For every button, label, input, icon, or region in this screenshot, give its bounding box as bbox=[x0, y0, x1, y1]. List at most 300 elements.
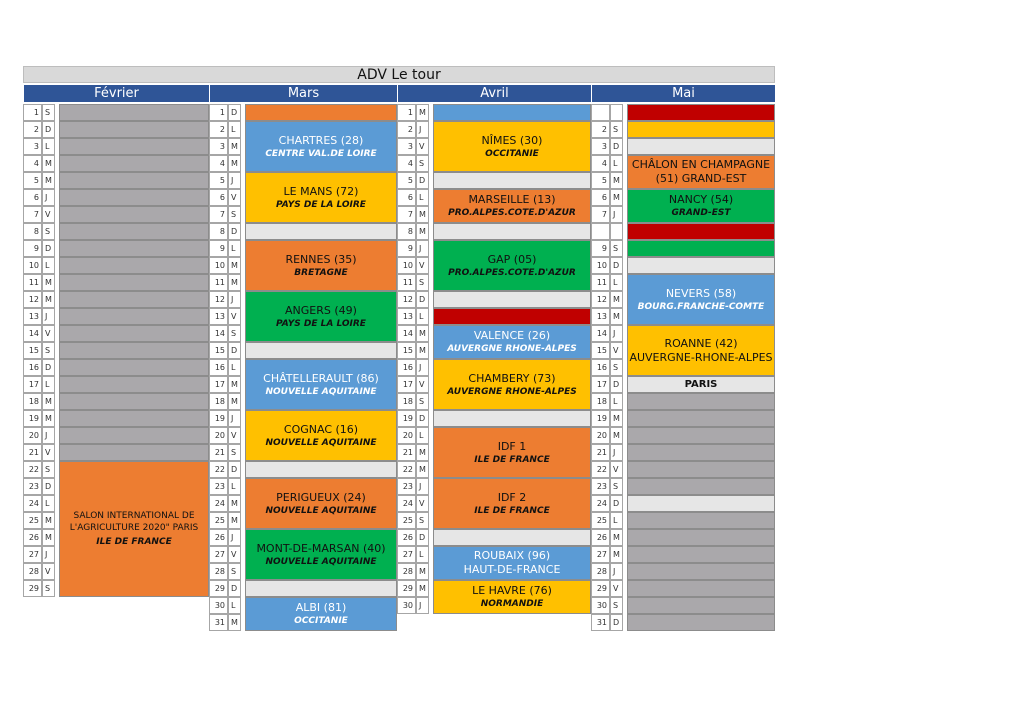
day-fill bbox=[627, 138, 775, 155]
day-number: 4 bbox=[397, 155, 416, 172]
month-header-3: Mai bbox=[591, 85, 775, 102]
day-letter: M bbox=[610, 410, 623, 427]
event-block[interactable] bbox=[627, 155, 775, 189]
day-number: 26 bbox=[591, 529, 610, 546]
event-city: GAP (05) bbox=[487, 252, 537, 266]
day-letter: D bbox=[228, 104, 241, 121]
event-city: MARSEILLE (13) bbox=[468, 193, 556, 206]
day-number: 27 bbox=[591, 546, 610, 563]
day-letter: S bbox=[42, 104, 55, 121]
day-number: 26 bbox=[23, 529, 42, 546]
day-letter: M bbox=[610, 189, 623, 206]
day-number: 17 bbox=[397, 376, 416, 393]
day-number: 25 bbox=[591, 512, 610, 529]
day-fill bbox=[245, 461, 397, 478]
month-header-0: Février bbox=[23, 85, 209, 102]
day-number: 19 bbox=[397, 410, 416, 427]
day-letter: S bbox=[416, 512, 429, 529]
event-region: ILE DE FRANCE bbox=[96, 537, 172, 547]
day-fill bbox=[59, 223, 209, 240]
day-number: 30 bbox=[397, 597, 416, 614]
day-number: 12 bbox=[397, 291, 416, 308]
day-number: 29 bbox=[397, 580, 416, 597]
day-letter: V bbox=[610, 461, 623, 478]
day-letter: S bbox=[416, 155, 429, 172]
day-letter: V bbox=[42, 444, 55, 461]
day-number: 23 bbox=[397, 478, 416, 495]
day-letter: J bbox=[610, 563, 623, 580]
day-fill bbox=[627, 257, 775, 274]
day-number: 2 bbox=[397, 121, 416, 138]
day-number: 27 bbox=[209, 546, 228, 563]
day-letter: D bbox=[42, 121, 55, 138]
event-region: (51) GRAND-EST bbox=[655, 172, 747, 185]
day-number: 31 bbox=[591, 614, 610, 631]
day-number: 2 bbox=[591, 121, 610, 138]
event-block[interactable] bbox=[245, 240, 397, 291]
event-block[interactable] bbox=[245, 172, 397, 223]
day-number: 19 bbox=[209, 410, 228, 427]
event-block[interactable] bbox=[245, 410, 397, 461]
day-letter: J bbox=[42, 308, 55, 325]
day-number: 21 bbox=[397, 444, 416, 461]
event-city: PERIGUEUX (24) bbox=[276, 490, 366, 504]
day-fill bbox=[433, 104, 591, 121]
event-city: NÎMES (30) bbox=[481, 133, 543, 147]
day-letter: M bbox=[416, 206, 429, 223]
day-fill bbox=[245, 580, 397, 597]
event-block[interactable] bbox=[627, 274, 775, 325]
day-number: 3 bbox=[23, 138, 42, 155]
day-letter: J bbox=[228, 529, 241, 546]
day-letter: J bbox=[42, 546, 55, 563]
event-region: ILE DE FRANCE bbox=[474, 454, 550, 465]
day-number: 13 bbox=[209, 308, 228, 325]
day-letter: V bbox=[416, 376, 429, 393]
day-number: 4 bbox=[591, 155, 610, 172]
day-number: 24 bbox=[23, 495, 42, 512]
event-block[interactable] bbox=[245, 359, 397, 410]
day-letter: M bbox=[42, 274, 55, 291]
day-number: 3 bbox=[397, 138, 416, 155]
day-number: 13 bbox=[397, 308, 416, 325]
event-city: IDF 1 bbox=[497, 439, 527, 453]
event-region: NOUVELLE AQUITAINE bbox=[265, 505, 377, 516]
day-fill bbox=[433, 529, 591, 546]
day-number bbox=[591, 223, 610, 240]
day-fill bbox=[627, 580, 775, 597]
event-block[interactable] bbox=[627, 325, 775, 376]
day-number: 22 bbox=[23, 461, 42, 478]
event-block[interactable] bbox=[433, 240, 591, 291]
day-number: 23 bbox=[23, 478, 42, 495]
event-city: SALON INTERNATIONAL DE L'AGRICULTURE 2020" PARIS bbox=[69, 511, 199, 533]
day-number: 10 bbox=[23, 257, 42, 274]
day-letter: J bbox=[228, 172, 241, 189]
day-letter: D bbox=[610, 138, 623, 155]
day-number: 25 bbox=[23, 512, 42, 529]
event-block[interactable] bbox=[433, 427, 591, 478]
day-number: 2 bbox=[209, 121, 228, 138]
day-number: 9 bbox=[209, 240, 228, 257]
day-letter: J bbox=[416, 359, 429, 376]
day-letter: V bbox=[610, 342, 623, 359]
day-letter: V bbox=[610, 580, 623, 597]
day-fill bbox=[59, 393, 209, 410]
day-fill bbox=[627, 240, 775, 257]
day-number: 14 bbox=[397, 325, 416, 342]
day-fill bbox=[433, 410, 591, 427]
event-region: AUVERGNE RHONE-ALPES bbox=[447, 344, 577, 354]
event-region: AUVERGNE-RHONE-ALPES bbox=[629, 350, 773, 364]
day-number: 11 bbox=[397, 274, 416, 291]
event-city: MONT-DE-MARSAN (40) bbox=[256, 541, 386, 555]
day-letter: D bbox=[416, 172, 429, 189]
day-letter: M bbox=[42, 172, 55, 189]
day-number: 8 bbox=[209, 223, 228, 240]
day-number: 21 bbox=[23, 444, 42, 461]
day-letter: S bbox=[228, 325, 241, 342]
event-region: OCCITANIE bbox=[294, 616, 348, 626]
day-letter: V bbox=[228, 546, 241, 563]
day-letter: S bbox=[228, 444, 241, 461]
day-number: 14 bbox=[23, 325, 42, 342]
day-number: 16 bbox=[23, 359, 42, 376]
event-block[interactable] bbox=[245, 597, 397, 631]
day-fill bbox=[59, 155, 209, 172]
day-number: 7 bbox=[591, 206, 610, 223]
day-number: 7 bbox=[23, 206, 42, 223]
day-letter: L bbox=[416, 308, 429, 325]
day-number: 26 bbox=[397, 529, 416, 546]
day-number: 14 bbox=[209, 325, 228, 342]
event-region: NOUVELLE AQUITAINE bbox=[265, 556, 377, 567]
event-region: PAYS DE LA LOIRE bbox=[276, 318, 366, 329]
day-letter: M bbox=[42, 291, 55, 308]
event-region: OCCITANIE bbox=[485, 148, 539, 159]
day-number: 21 bbox=[591, 444, 610, 461]
day-number: 2 bbox=[23, 121, 42, 138]
day-letter: D bbox=[416, 529, 429, 546]
day-number: 14 bbox=[591, 325, 610, 342]
day-number: 29 bbox=[23, 580, 42, 597]
day-letter: M bbox=[610, 529, 623, 546]
day-number: 30 bbox=[591, 597, 610, 614]
day-number: 11 bbox=[23, 274, 42, 291]
day-number: 5 bbox=[23, 172, 42, 189]
event-region: GRAND-EST bbox=[671, 208, 731, 218]
day-fill bbox=[433, 172, 591, 189]
day-letter: L bbox=[42, 376, 55, 393]
day-letter: L bbox=[42, 495, 55, 512]
day-number: 11 bbox=[209, 274, 228, 291]
day-number: 22 bbox=[397, 461, 416, 478]
day-number: 17 bbox=[23, 376, 42, 393]
day-letter: M bbox=[416, 325, 429, 342]
day-number: 22 bbox=[591, 461, 610, 478]
day-letter: M bbox=[228, 257, 241, 274]
day-letter: M bbox=[228, 393, 241, 410]
day-letter: M bbox=[610, 308, 623, 325]
event-block[interactable] bbox=[433, 478, 591, 529]
day-number: 7 bbox=[209, 206, 228, 223]
day-letter: M bbox=[416, 580, 429, 597]
day-letter: D bbox=[228, 461, 241, 478]
day-letter: M bbox=[228, 495, 241, 512]
day-number: 16 bbox=[209, 359, 228, 376]
event-block[interactable] bbox=[433, 121, 591, 172]
day-letter: S bbox=[416, 274, 429, 291]
day-letter: J bbox=[42, 427, 55, 444]
day-number: 26 bbox=[209, 529, 228, 546]
day-letter: L bbox=[228, 240, 241, 257]
day-number: 16 bbox=[397, 359, 416, 376]
day-fill bbox=[59, 359, 209, 376]
day-letter: S bbox=[42, 580, 55, 597]
event-block[interactable] bbox=[433, 189, 591, 223]
day-number: 19 bbox=[23, 410, 42, 427]
day-letter: M bbox=[42, 393, 55, 410]
day-letter: J bbox=[610, 206, 623, 223]
day-number: 27 bbox=[397, 546, 416, 563]
event-block[interactable] bbox=[245, 121, 397, 172]
day-letter: J bbox=[416, 597, 429, 614]
day-number: 10 bbox=[591, 257, 610, 274]
day-letter: L bbox=[416, 427, 429, 444]
event-region: NOUVELLE AQUITAINE bbox=[265, 437, 377, 448]
day-number: 17 bbox=[209, 376, 228, 393]
day-letter: M bbox=[228, 274, 241, 291]
month-header-1: Mars bbox=[209, 85, 397, 102]
event-city: CHÂLON EN CHAMPAGNE bbox=[631, 158, 771, 171]
day-letter: M bbox=[228, 138, 241, 155]
event-region: NORMANDIE bbox=[480, 599, 544, 609]
day-fill bbox=[59, 257, 209, 274]
day-number: 21 bbox=[209, 444, 228, 461]
day-number: 29 bbox=[591, 580, 610, 597]
event-block[interactable] bbox=[433, 325, 591, 359]
day-number: 6 bbox=[23, 189, 42, 206]
day-number: 25 bbox=[209, 512, 228, 529]
day-letter: L bbox=[228, 478, 241, 495]
day-letter: D bbox=[610, 495, 623, 512]
event-city: IDF 2 bbox=[497, 490, 527, 504]
day-fill bbox=[59, 138, 209, 155]
day-letter: D bbox=[228, 223, 241, 240]
day-fill bbox=[627, 393, 775, 410]
day-number: 10 bbox=[397, 257, 416, 274]
day-fill bbox=[59, 291, 209, 308]
day-number: 11 bbox=[591, 274, 610, 291]
day-letter: V bbox=[42, 325, 55, 342]
event-city: ANGERS (49) bbox=[285, 303, 357, 317]
day-letter: M bbox=[416, 223, 429, 240]
day-fill bbox=[59, 104, 209, 121]
day-letter: V bbox=[228, 427, 241, 444]
day-number: 15 bbox=[591, 342, 610, 359]
event-region: PRO.ALPES.COTE.D'AZUR bbox=[448, 267, 576, 278]
day-number: 15 bbox=[209, 342, 228, 359]
day-letter: L bbox=[228, 597, 241, 614]
day-number: 5 bbox=[209, 172, 228, 189]
event-block[interactable] bbox=[245, 529, 397, 580]
day-number: 1 bbox=[209, 104, 228, 121]
day-number: 17 bbox=[591, 376, 610, 393]
day-number: 28 bbox=[23, 563, 42, 580]
day-letter: J bbox=[416, 478, 429, 495]
day-fill bbox=[59, 444, 209, 461]
day-letter: L bbox=[228, 121, 241, 138]
event-block[interactable] bbox=[245, 291, 397, 342]
day-number: 7 bbox=[397, 206, 416, 223]
day-letter: M bbox=[416, 444, 429, 461]
event-block[interactable] bbox=[433, 580, 591, 614]
event-block[interactable] bbox=[433, 359, 591, 410]
day-fill bbox=[59, 172, 209, 189]
day-number: 20 bbox=[23, 427, 42, 444]
day-number: 3 bbox=[209, 138, 228, 155]
event-city: PARIS bbox=[684, 378, 718, 390]
event-region: BRETAGNE bbox=[294, 267, 348, 278]
event-city: ALBI (81) bbox=[295, 601, 347, 614]
day-fill bbox=[245, 342, 397, 359]
day-number: 6 bbox=[209, 189, 228, 206]
day-fill bbox=[627, 121, 775, 138]
event-city: NANCY (54) bbox=[668, 193, 734, 206]
event-city: CHÂTELLERAULT (86) bbox=[263, 371, 379, 385]
day-number: 16 bbox=[591, 359, 610, 376]
day-number: 1 bbox=[23, 104, 42, 121]
day-fill bbox=[245, 104, 397, 121]
day-letter: S bbox=[228, 206, 241, 223]
day-number: 19 bbox=[591, 410, 610, 427]
event-city: LE MANS (72) bbox=[283, 184, 359, 198]
day-number: 6 bbox=[397, 189, 416, 206]
day-fill bbox=[59, 342, 209, 359]
day-letter: S bbox=[42, 223, 55, 240]
day-letter: V bbox=[42, 563, 55, 580]
day-fill bbox=[627, 478, 775, 495]
day-number: 20 bbox=[591, 427, 610, 444]
day-fill bbox=[59, 240, 209, 257]
day-letter: M bbox=[228, 614, 241, 631]
day-fill bbox=[59, 206, 209, 223]
day-letter: J bbox=[416, 121, 429, 138]
day-letter: M bbox=[42, 155, 55, 172]
day-fill bbox=[433, 308, 591, 325]
day-letter: M bbox=[228, 155, 241, 172]
day-letter: V bbox=[228, 189, 241, 206]
event-region: PAYS DE LA LOIRE bbox=[276, 199, 366, 210]
day-number: 31 bbox=[209, 614, 228, 631]
day-number: 15 bbox=[23, 342, 42, 359]
event-block[interactable] bbox=[627, 376, 775, 393]
day-letter: D bbox=[228, 342, 241, 359]
day-number: 18 bbox=[397, 393, 416, 410]
day-fill bbox=[59, 427, 209, 444]
day-number: 24 bbox=[591, 495, 610, 512]
page-title: ADV Le tour bbox=[23, 66, 775, 83]
day-number: 29 bbox=[209, 580, 228, 597]
day-letter: S bbox=[228, 563, 241, 580]
day-letter: D bbox=[416, 291, 429, 308]
day-letter: V bbox=[416, 257, 429, 274]
day-number bbox=[591, 104, 610, 121]
day-number: 9 bbox=[397, 240, 416, 257]
day-letter: J bbox=[610, 325, 623, 342]
event-block[interactable] bbox=[627, 189, 775, 223]
day-letter: M bbox=[42, 529, 55, 546]
day-letter: S bbox=[42, 342, 55, 359]
event-block[interactable] bbox=[245, 478, 397, 529]
day-number: 18 bbox=[591, 393, 610, 410]
day-number: 5 bbox=[591, 172, 610, 189]
day-number: 1 bbox=[397, 104, 416, 121]
day-letter: D bbox=[42, 478, 55, 495]
event-region: NOUVELLE AQUITAINE bbox=[265, 386, 377, 397]
day-fill bbox=[245, 223, 397, 240]
day-letter: D bbox=[42, 359, 55, 376]
day-letter: M bbox=[416, 342, 429, 359]
day-letter: S bbox=[42, 461, 55, 478]
day-letter: D bbox=[610, 376, 623, 393]
day-number: 10 bbox=[209, 257, 228, 274]
day-number: 12 bbox=[23, 291, 42, 308]
day-number: 8 bbox=[23, 223, 42, 240]
day-letter: L bbox=[416, 546, 429, 563]
day-letter: S bbox=[610, 597, 623, 614]
day-number: 20 bbox=[397, 427, 416, 444]
day-letter: V bbox=[42, 206, 55, 223]
day-fill bbox=[627, 444, 775, 461]
day-letter: M bbox=[610, 291, 623, 308]
day-letter: L bbox=[610, 512, 623, 529]
day-letter: M bbox=[228, 376, 241, 393]
event-block[interactable] bbox=[59, 461, 209, 597]
day-letter: J bbox=[610, 444, 623, 461]
event-city: VALENCE (26) bbox=[473, 329, 551, 342]
day-number: 23 bbox=[591, 478, 610, 495]
day-letter: M bbox=[416, 104, 429, 121]
day-fill bbox=[433, 291, 591, 308]
day-fill bbox=[627, 597, 775, 614]
day-letter bbox=[610, 104, 623, 121]
day-number: 18 bbox=[209, 393, 228, 410]
day-letter: S bbox=[610, 240, 623, 257]
event-city: CHARTRES (28) bbox=[278, 133, 364, 147]
day-letter: M bbox=[42, 410, 55, 427]
day-fill bbox=[627, 512, 775, 529]
day-letter: V bbox=[416, 495, 429, 512]
day-letter: D bbox=[416, 410, 429, 427]
day-number: 24 bbox=[397, 495, 416, 512]
day-number: 4 bbox=[209, 155, 228, 172]
day-fill bbox=[627, 563, 775, 580]
day-letter: S bbox=[416, 393, 429, 410]
day-number: 12 bbox=[591, 291, 610, 308]
event-block[interactable] bbox=[433, 546, 591, 580]
day-letter: D bbox=[228, 580, 241, 597]
day-number: 20 bbox=[209, 427, 228, 444]
day-fill bbox=[627, 546, 775, 563]
event-city: LE HAVRE (76) bbox=[472, 584, 552, 597]
day-fill bbox=[59, 376, 209, 393]
day-number: 8 bbox=[397, 223, 416, 240]
day-letter: S bbox=[610, 478, 623, 495]
day-letter: L bbox=[42, 138, 55, 155]
day-fill bbox=[59, 121, 209, 138]
day-fill bbox=[59, 325, 209, 342]
